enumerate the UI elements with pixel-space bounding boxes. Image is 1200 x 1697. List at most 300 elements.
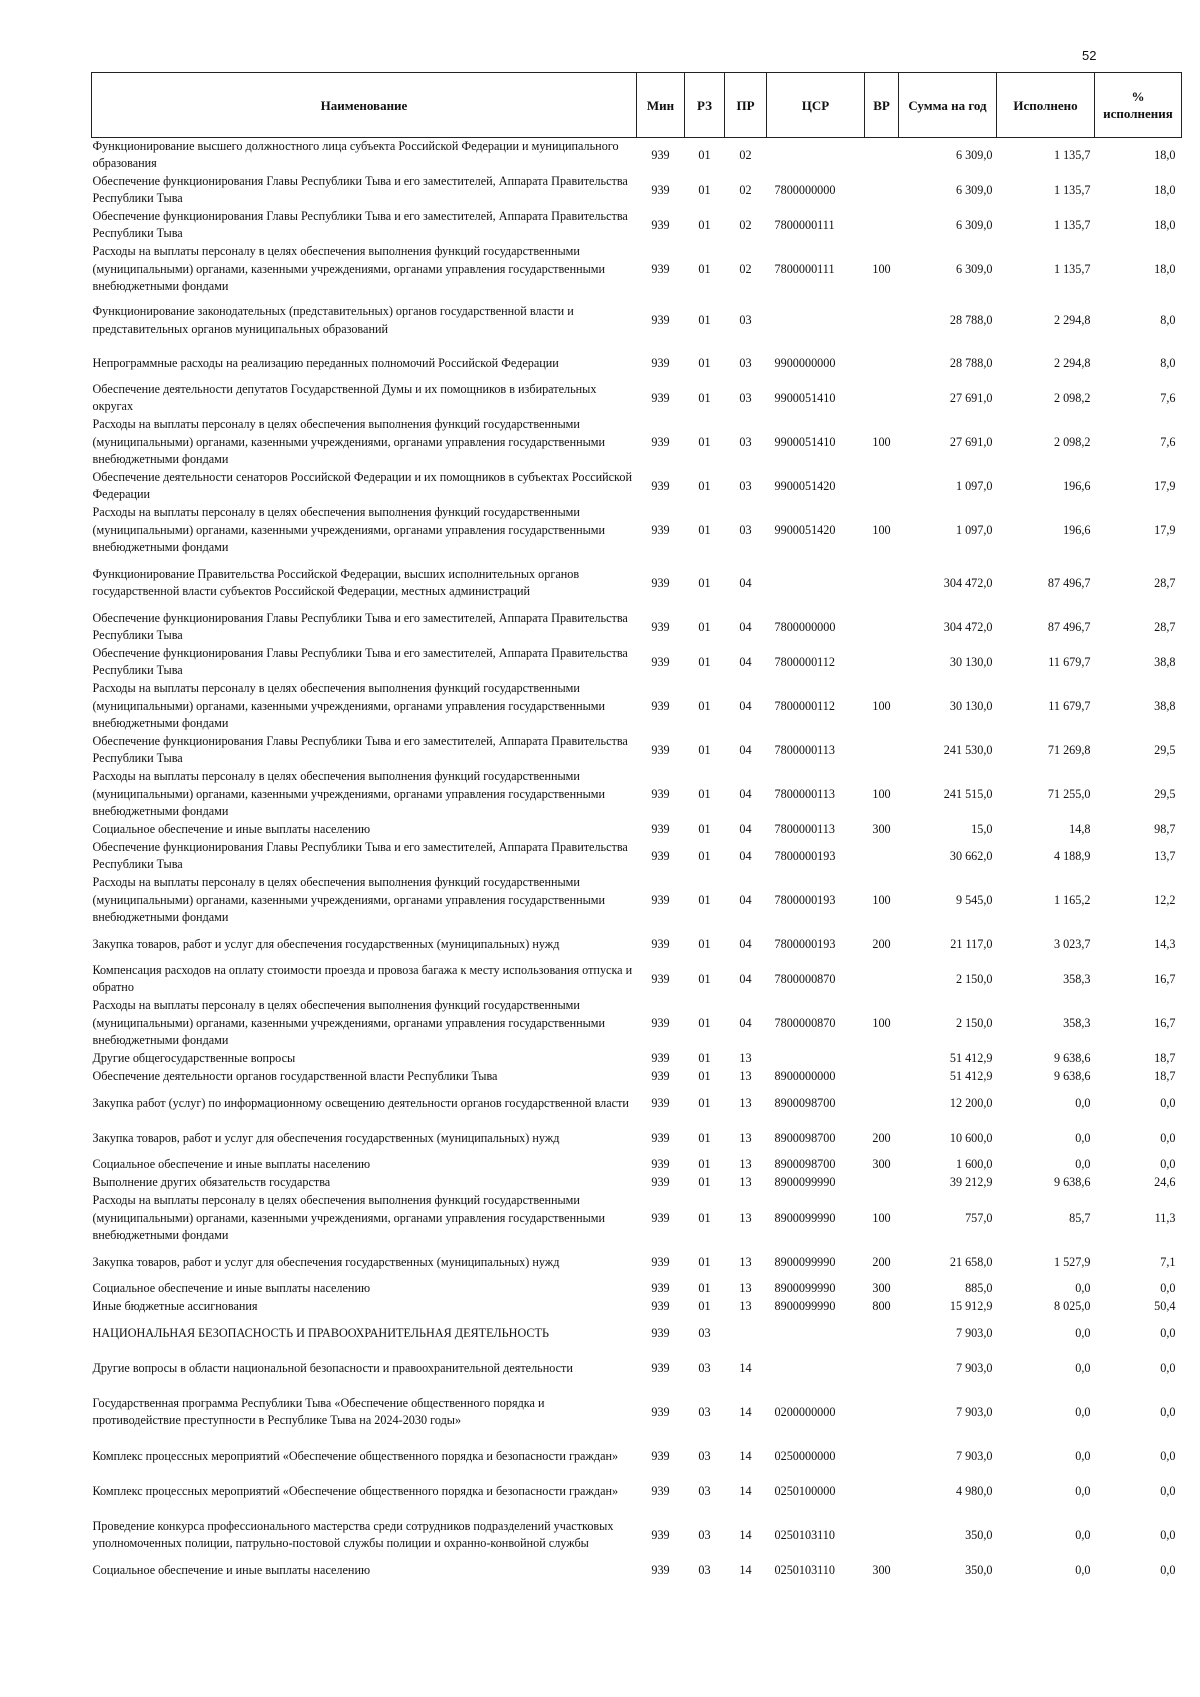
row-done: 9 638,6 <box>1053 1175 1091 1190</box>
row-csr: 8900099990 <box>774 1175 836 1190</box>
row-csr: 7800000193 <box>774 936 836 951</box>
row-sum: 6 309,0 <box>955 147 993 162</box>
row-pct: 18,7 <box>1154 1051 1176 1066</box>
table-row <box>92 1562 1182 1580</box>
row-sum: 7 903,0 <box>955 1325 993 1340</box>
row-min: 939 <box>651 742 670 757</box>
row-vr <box>865 381 899 416</box>
header-vr: ВР <box>865 73 899 138</box>
row-rz: 01 <box>698 478 711 493</box>
row-pct: 8,0 <box>1160 355 1176 370</box>
row-name: Непрограммные расходы на реализацию переданных полномочий Российской Федерации <box>92 355 559 370</box>
row-pct: 7,1 <box>1160 1254 1176 1269</box>
row-done: 0,0 <box>1075 1157 1091 1172</box>
row-name: Проведение конкурса профессионального мастерства среди сотрудников подразделений участковых уполномоченных полиции, патрульно-постовой службы полиции и охранно-конвойной службы <box>92 1518 614 1551</box>
row-sum: 21 117,0 <box>950 936 993 951</box>
row-pct: 16,7 <box>1154 1015 1176 1030</box>
row-name: Закупка товаров, работ и услуг для обеспечения государственных (муниципальных) нужд <box>92 1130 560 1145</box>
row-pr: 13 <box>739 1254 752 1269</box>
row-name: Обеспечение функционирования Главы Республики Тыва и его заместителей, Аппарата Правительства Республики Тыва <box>92 610 628 643</box>
row-name: Социальное обеспечение и иные выплаты населению <box>92 822 371 837</box>
row-min: 939 <box>651 434 670 449</box>
row-name: Обеспечение функционирования Главы Республики Тыва и его заместителей, Аппарата Правительства Республики Тыва <box>92 645 628 678</box>
row-vr: 100 <box>872 522 891 537</box>
row-name: Социальное обеспечение и иные выплаты населению <box>92 1157 371 1172</box>
row-rz: 01 <box>698 1281 711 1296</box>
row-sum: 30 662,0 <box>949 848 993 863</box>
row-pct: 18,0 <box>1154 147 1176 162</box>
table-row <box>92 557 1182 610</box>
row-name: Компенсация расходов на оплату стоимости проезда и провоза багажа к месту использования отпуска и обратно <box>92 962 633 995</box>
row-pr: 14 <box>739 1448 752 1463</box>
row-done: 358,3 <box>1063 1015 1091 1030</box>
row-min: 939 <box>651 478 670 493</box>
row-rz: 03 <box>698 1527 711 1542</box>
row-min: 939 <box>651 786 670 801</box>
row-min: 939 <box>651 1175 670 1190</box>
row-done: 0,0 <box>1075 1130 1091 1145</box>
table-row <box>92 1280 1182 1298</box>
row-rz: 01 <box>698 390 711 405</box>
row-done: 0,0 <box>1075 1404 1091 1419</box>
row-rz: 01 <box>698 848 711 863</box>
row-sum: 350,0 <box>965 1563 993 1578</box>
row-pr: 03 <box>739 355 752 370</box>
row-csr: 7800000113 <box>774 822 835 837</box>
row-done: 71 255,0 <box>1047 786 1091 801</box>
row-name: Комплекс процессных мероприятий «Обеспечение общественного порядка и безопасности граждан» <box>92 1448 619 1463</box>
row-csr: 7800000113 <box>774 742 835 757</box>
row-sum: 12 200,0 <box>949 1095 993 1110</box>
table-row <box>92 1121 1182 1156</box>
row-csr <box>767 1050 865 1068</box>
row-min: 939 <box>651 1325 670 1340</box>
row-pr: 04 <box>739 575 752 590</box>
row-csr: 7800000193 <box>774 892 836 907</box>
row-min: 939 <box>651 313 670 328</box>
row-csr: 8900099990 <box>774 1210 836 1225</box>
row-vr: 200 <box>872 1254 891 1269</box>
row-name: НАЦИОНАЛЬНАЯ БЕЗОПАСНОСТЬ И ПРАВООХРАНИТЕЛЬНАЯ ДЕЯТЕЛЬНОСТЬ <box>92 1325 549 1340</box>
row-pr: 02 <box>739 182 752 197</box>
table-row <box>92 243 1182 296</box>
row-min: 939 <box>651 1360 670 1375</box>
row-vr: 100 <box>872 786 891 801</box>
row-vr <box>865 296 899 346</box>
row-vr <box>865 1050 899 1068</box>
row-pr: 13 <box>739 1175 752 1190</box>
row-pct: 38,8 <box>1154 654 1176 669</box>
row-vr <box>865 1351 899 1386</box>
row-done: 0,0 <box>1075 1448 1091 1463</box>
row-rz: 03 <box>698 1325 711 1340</box>
row-name: Закупка товаров, работ и услуг для обеспечения государственных (муниципальных) нужд <box>92 936 560 951</box>
row-min: 939 <box>651 390 670 405</box>
row-pct: 0,0 <box>1160 1527 1176 1542</box>
table-row <box>92 821 1182 839</box>
table-row <box>92 1156 1182 1174</box>
row-name: Функционирование высшего должностного лица субъекта Российской Федерации и муниципального образования <box>92 139 619 171</box>
row-pct: 0,0 <box>1160 1404 1176 1419</box>
row-rz: 01 <box>698 1130 711 1145</box>
row-name: Обеспечение функционирования Главы Республики Тыва и его заместителей, Аппарата Правительства Республики Тыва <box>92 733 628 766</box>
row-vr <box>865 962 899 997</box>
row-rz: 01 <box>698 654 711 669</box>
row-rz: 01 <box>698 147 711 162</box>
row-min: 939 <box>651 848 670 863</box>
row-vr: 100 <box>872 698 891 713</box>
row-pr: 14 <box>739 1483 752 1498</box>
row-rz: 01 <box>698 619 711 634</box>
row-rz: 01 <box>698 1210 711 1225</box>
row-pr: 03 <box>739 522 752 537</box>
row-pr: 13 <box>739 1210 752 1225</box>
row-rz: 01 <box>698 1175 711 1190</box>
row-done: 2 098,2 <box>1053 434 1091 449</box>
row-csr: 9900051420 <box>774 478 836 493</box>
row-pct: 7,6 <box>1160 390 1176 405</box>
row-min: 939 <box>651 1051 670 1066</box>
row-name: Закупка работ (услуг) по информационному освещению деятельности органов государственной власти <box>92 1095 629 1110</box>
row-sum: 30 130,0 <box>949 654 993 669</box>
row-pr: 14 <box>739 1404 752 1419</box>
table-row <box>92 839 1182 874</box>
row-csr <box>767 1316 865 1351</box>
row-csr: 7800000112 <box>774 698 835 713</box>
row-vr: 100 <box>872 1015 891 1030</box>
row-name: Функционирование законодательных (представительных) органов государственной власти и представительных органов муниципальных образований <box>92 304 574 336</box>
row-sum: 28 788,0 <box>949 313 993 328</box>
row-done: 0,0 <box>1075 1527 1091 1542</box>
budget-table <box>91 72 1182 1580</box>
row-pr: 13 <box>739 1281 752 1296</box>
row-pr: 04 <box>739 892 752 907</box>
row-vr <box>865 610 899 645</box>
row-done: 1 135,7 <box>1053 182 1091 197</box>
row-min: 939 <box>651 1281 670 1296</box>
row-vr <box>865 1509 899 1562</box>
row-csr <box>767 296 865 346</box>
table-row <box>92 346 1182 381</box>
row-pct: 18,0 <box>1154 217 1176 232</box>
row-rz: 01 <box>698 892 711 907</box>
row-name: Расходы на выплаты персоналу в целях обеспечения выполнения функций государственными (муниципальными) органами, казенными учреждениями, органами управления государственными внебюджетными фондами <box>92 681 606 731</box>
row-pr: 04 <box>739 654 752 669</box>
row-csr: 7800000111 <box>774 217 835 232</box>
row-sum: 4 980,0 <box>955 1483 993 1498</box>
row-name: Обеспечение деятельности сенаторов Российской Федерации и их помощников в субъектах Российской Федерации <box>92 469 632 502</box>
row-sum: 1 600,0 <box>955 1157 993 1172</box>
row-rz: 01 <box>698 936 711 951</box>
row-rz: 03 <box>698 1563 711 1578</box>
row-min: 939 <box>651 1527 670 1542</box>
row-rz: 01 <box>698 575 711 590</box>
row-pr: 13 <box>739 1157 752 1172</box>
row-pr: 03 <box>739 434 752 449</box>
row-rz: 03 <box>698 1483 711 1498</box>
table-row <box>92 1386 1182 1439</box>
row-rz: 03 <box>698 1360 711 1375</box>
table-row <box>92 381 1182 416</box>
row-csr: 0250000000 <box>774 1448 836 1463</box>
row-csr: 9900051410 <box>774 390 836 405</box>
header-done: Исполнено <box>997 73 1095 138</box>
row-done: 2 294,8 <box>1053 355 1091 370</box>
row-pr: 13 <box>739 1095 752 1110</box>
row-rz: 01 <box>698 522 711 537</box>
row-done: 0,0 <box>1075 1563 1091 1578</box>
row-pr: 03 <box>739 313 752 328</box>
row-min: 939 <box>651 217 670 232</box>
row-pct: 0,0 <box>1160 1325 1176 1340</box>
row-pr: 13 <box>739 1069 752 1084</box>
row-rz: 03 <box>698 1404 711 1419</box>
row-vr <box>865 1386 899 1439</box>
row-name: Комплекс процессных мероприятий «Обеспечение общественного порядка и безопасности граждан» <box>92 1483 619 1498</box>
table-row <box>92 416 1182 469</box>
table-row <box>92 208 1182 243</box>
row-done: 1 135,7 <box>1053 217 1091 232</box>
row-done: 14,8 <box>1069 822 1091 837</box>
row-name: Обеспечение деятельности органов государственной власти Республики Тыва <box>92 1069 498 1084</box>
row-csr <box>767 138 865 173</box>
row-done: 9 638,6 <box>1053 1051 1091 1066</box>
row-rz: 01 <box>698 822 711 837</box>
row-done: 87 496,7 <box>1047 619 1091 634</box>
row-done: 71 269,8 <box>1047 742 1091 757</box>
row-vr <box>865 1068 899 1086</box>
row-rz: 01 <box>698 1051 711 1066</box>
row-pct: 0,0 <box>1160 1130 1176 1145</box>
table-row <box>92 138 1182 173</box>
table-row <box>92 927 1182 962</box>
row-rz: 01 <box>698 1254 711 1269</box>
row-pct: 8,0 <box>1160 313 1176 328</box>
row-rz: 01 <box>698 971 711 986</box>
row-done: 1 135,7 <box>1053 261 1091 276</box>
row-pct: 50,4 <box>1154 1299 1176 1314</box>
row-vr: 100 <box>872 434 891 449</box>
row-name: Расходы на выплаты персоналу в целях обеспечения выполнения функций государственными (муниципальными) органами, казенными учреждениями, органами управления государственными внебюджетными фондами <box>92 505 606 555</box>
row-csr: 7800000112 <box>774 654 835 669</box>
row-sum: 304 472,0 <box>943 575 993 590</box>
row-min: 939 <box>651 1448 670 1463</box>
row-done: 1 135,7 <box>1053 147 1091 162</box>
row-pct: 17,9 <box>1154 522 1176 537</box>
row-csr: 0250100000 <box>774 1483 836 1498</box>
row-csr: 8900098700 <box>774 1095 836 1110</box>
row-done: 3 023,7 <box>1053 936 1091 951</box>
row-sum: 757,0 <box>965 1210 993 1225</box>
row-min: 939 <box>651 1095 670 1110</box>
row-min: 939 <box>651 522 670 537</box>
row-sum: 15,0 <box>971 822 993 837</box>
row-min: 939 <box>651 619 670 634</box>
header-rz: РЗ <box>685 73 725 138</box>
row-csr: 7800000111 <box>774 261 835 276</box>
row-csr: 0250103110 <box>774 1563 835 1578</box>
row-min: 939 <box>651 1210 670 1225</box>
row-csr: 7800000193 <box>774 848 836 863</box>
row-name: Выполнение других обязательств государства <box>92 1175 331 1190</box>
row-min: 939 <box>651 698 670 713</box>
table-row <box>92 1509 1182 1562</box>
table-row <box>92 874 1182 927</box>
row-pr: 04 <box>739 822 752 837</box>
row-vr <box>865 208 899 243</box>
row-vr: 300 <box>872 1281 891 1296</box>
row-done: 0,0 <box>1075 1095 1091 1110</box>
table-row <box>92 1351 1182 1386</box>
row-name: Обеспечение функционирования Главы Республики Тыва и его заместителей, Аппарата Правительства Республики Тыва <box>92 839 628 872</box>
row-done: 196,6 <box>1063 522 1091 537</box>
row-min: 939 <box>651 1299 670 1314</box>
row-name: Другие вопросы в области национальной безопасности и правоохранительной деятельности <box>92 1360 573 1375</box>
row-pr: 13 <box>739 1051 752 1066</box>
row-done: 0,0 <box>1075 1325 1091 1340</box>
table-row <box>92 296 1182 346</box>
row-pct: 0,0 <box>1160 1563 1176 1578</box>
table-header <box>92 73 1182 138</box>
table-row <box>92 962 1182 997</box>
row-pct: 0,0 <box>1160 1448 1176 1463</box>
row-vr <box>865 1439 899 1474</box>
table-row <box>92 1050 1182 1068</box>
row-csr: 9900000000 <box>774 355 836 370</box>
row-pct: 28,7 <box>1154 619 1176 634</box>
row-pct: 0,0 <box>1160 1360 1176 1375</box>
row-vr <box>865 469 899 504</box>
row-sum: 30 130,0 <box>949 698 993 713</box>
row-pct: 0,0 <box>1160 1157 1176 1172</box>
row-rz: 01 <box>698 786 711 801</box>
row-done: 2 098,2 <box>1053 390 1091 405</box>
row-sum: 10 600,0 <box>949 1130 993 1145</box>
row-min: 939 <box>651 147 670 162</box>
row-sum: 7 903,0 <box>955 1360 993 1375</box>
row-name: Расходы на выплаты персоналу в целях обеспечения выполнения функций государственными (муниципальными) органами, казенными учреждениями, органами управления государственными внебюджетными фондами <box>92 417 606 467</box>
table-row <box>92 1068 1182 1086</box>
row-sum: 304 472,0 <box>943 619 993 634</box>
row-min: 939 <box>651 654 670 669</box>
table-row <box>92 733 1182 768</box>
header-pct: % исполнения <box>1095 73 1182 138</box>
row-min: 939 <box>651 575 670 590</box>
row-rz: 01 <box>698 1015 711 1030</box>
row-min: 939 <box>651 1015 670 1030</box>
row-rz: 01 <box>698 182 711 197</box>
row-csr: 8900099990 <box>774 1254 836 1269</box>
header-sum: Сумма на год <box>899 73 997 138</box>
row-name: Социальное обеспечение и иные выплаты населению <box>92 1563 371 1578</box>
row-min: 939 <box>651 355 670 370</box>
row-name: Обеспечение деятельности депутатов Государственной Думы и их помощников в избирательных округах <box>92 381 597 414</box>
row-done: 0,0 <box>1075 1360 1091 1375</box>
row-done: 2 294,8 <box>1053 313 1091 328</box>
table-row <box>92 1192 1182 1245</box>
row-done: 4 188,9 <box>1053 848 1091 863</box>
page-number: 52 <box>1082 48 1097 63</box>
row-name: Обеспечение функционирования Главы Республики Тыва и его заместителей, Аппарата Правительства Республики Тыва <box>92 208 628 241</box>
row-rz: 01 <box>698 217 711 232</box>
row-pct: 0,0 <box>1160 1483 1176 1498</box>
row-pr: 03 <box>739 478 752 493</box>
row-pct: 98,7 <box>1154 822 1176 837</box>
row-pr: 02 <box>739 147 752 162</box>
table-row <box>92 1174 1182 1192</box>
row-sum: 7 903,0 <box>955 1448 993 1463</box>
row-vr <box>865 557 899 610</box>
row-sum: 1 097,0 <box>955 478 993 493</box>
row-min: 939 <box>651 1483 670 1498</box>
table-row <box>92 469 1182 504</box>
row-vr: 300 <box>872 1563 891 1578</box>
row-name: Расходы на выплаты персоналу в целях обеспечения выполнения функций государственными (муниципальными) органами, казенными учреждениями, органами управления государственными внебюджетными фондами <box>92 875 606 925</box>
row-sum: 51 412,9 <box>949 1051 993 1066</box>
row-pct: 12,2 <box>1154 892 1176 907</box>
row-csr: 9900051410 <box>774 434 836 449</box>
row-vr <box>865 1174 899 1192</box>
row-done: 0,0 <box>1075 1281 1091 1296</box>
row-vr: 100 <box>872 261 891 276</box>
row-csr: 7800000000 <box>774 619 836 634</box>
table-row <box>92 1439 1182 1474</box>
row-pct: 14,3 <box>1154 936 1176 951</box>
row-sum: 2 150,0 <box>955 1015 993 1030</box>
row-name: Закупка товаров, работ и услуг для обеспечения государственных (муниципальных) нужд <box>92 1254 560 1269</box>
row-min: 939 <box>651 1254 670 1269</box>
row-vr <box>865 839 899 874</box>
row-csr: 0250103110 <box>774 1527 835 1542</box>
table-row <box>92 645 1182 680</box>
row-sum: 21 658,0 <box>949 1254 993 1269</box>
row-vr <box>865 173 899 208</box>
row-vr: 300 <box>872 822 891 837</box>
row-vr: 100 <box>872 1210 891 1225</box>
row-done: 358,3 <box>1063 971 1091 986</box>
row-csr <box>767 557 865 610</box>
row-rz: 01 <box>698 698 711 713</box>
row-min: 939 <box>651 1157 670 1172</box>
row-name: Социальное обеспечение и иные выплаты населению <box>92 1281 371 1296</box>
row-pr: 02 <box>739 217 752 232</box>
row-csr: 0200000000 <box>774 1404 836 1419</box>
table-row <box>92 768 1182 821</box>
row-pct: 38,8 <box>1154 698 1176 713</box>
header-pr: ПР <box>725 73 767 138</box>
row-rz: 01 <box>698 1095 711 1110</box>
row-sum: 6 309,0 <box>955 261 993 276</box>
row-vr: 800 <box>872 1299 891 1314</box>
row-csr: 8900098700 <box>774 1130 836 1145</box>
row-rz: 01 <box>698 742 711 757</box>
row-vr <box>865 1086 899 1121</box>
row-pr: 04 <box>739 936 752 951</box>
row-sum: 7 903,0 <box>955 1404 993 1419</box>
row-min: 939 <box>651 971 670 986</box>
row-pct: 29,5 <box>1154 786 1176 801</box>
row-sum: 885,0 <box>965 1281 993 1296</box>
row-done: 11 679,7 <box>1048 698 1091 713</box>
row-vr <box>865 733 899 768</box>
row-pct: 0,0 <box>1160 1281 1176 1296</box>
row-name: Расходы на выплаты персоналу в целях обеспечения выполнения функций государственными (муниципальными) органами, казенными учреждениями, органами управления государственными внебюджетными фондами <box>92 998 606 1048</box>
row-pr: 14 <box>739 1527 752 1542</box>
row-sum: 6 309,0 <box>955 182 993 197</box>
row-pct: 11,3 <box>1154 1210 1176 1225</box>
row-pr: 13 <box>739 1299 752 1314</box>
row-csr <box>767 1351 865 1386</box>
